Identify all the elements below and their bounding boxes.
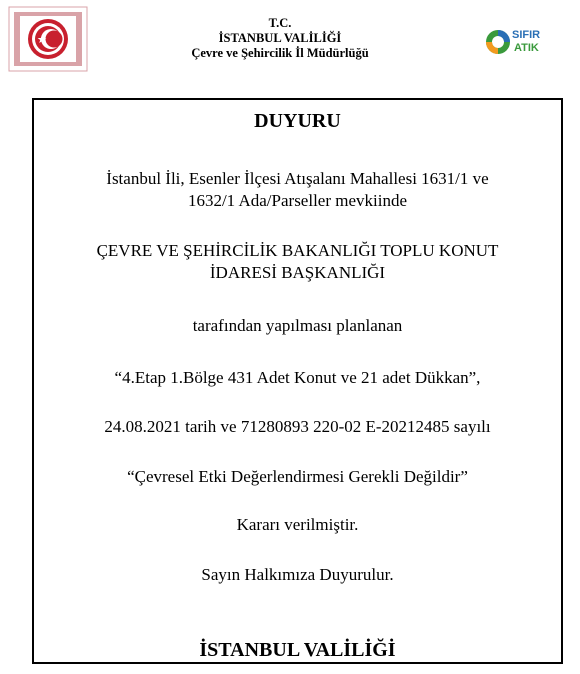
tc-label: T.C. <box>268 16 292 30</box>
project-text: “4.Etap 1.Bölge 431 Adet Konut ve 21 adet Dükkan”, <box>114 368 481 387</box>
institution-line-2: İDARESİ BAŞKANLIĞI <box>209 263 386 282</box>
letterhead <box>0 0 580 90</box>
institution-line-1: ÇEVRE VE ŞEHİRCİLİK BAKANLIĞI TOPLU KONUT <box>96 241 499 260</box>
sifir-atik-logo-icon <box>484 18 548 64</box>
decision-given: Kararı verilmiştir. <box>236 515 359 534</box>
letterhead-text <box>150 16 410 61</box>
atik-text: ATIK <box>514 42 539 54</box>
location-line-1: İstanbul İli, Esenler İlçesi Atışalanı Mahallesi 1631/1 ve <box>106 169 489 188</box>
decision-text: “Çevresel Etki Değerlendirmesi Gerekli Değildir” <box>127 467 468 486</box>
notice-box <box>32 98 563 664</box>
notice-footer: İSTANBUL VALİLİĞİ <box>199 639 396 661</box>
office-name: İSTANBUL VALİLİĞİ <box>218 31 342 45</box>
notice-title: DUYURU <box>254 110 341 132</box>
location-line-2: 1632/1 Ada/Parseller mevkiinde <box>187 191 408 210</box>
decision-reference: 24.08.2021 tarih ve 71280893 220-02 E-20212485 sayılı <box>104 417 491 436</box>
announcement-text: Sayın Halkımıza Duyurulur. <box>201 565 394 584</box>
planned-by-text: tarafından yapılması planlanan <box>192 316 403 335</box>
sifir-text: SIFIR <box>512 29 541 41</box>
governorship-emblem-icon <box>8 6 88 72</box>
directorate-name: Çevre ve Şehircilik İl Müdürlüğü <box>191 46 369 60</box>
